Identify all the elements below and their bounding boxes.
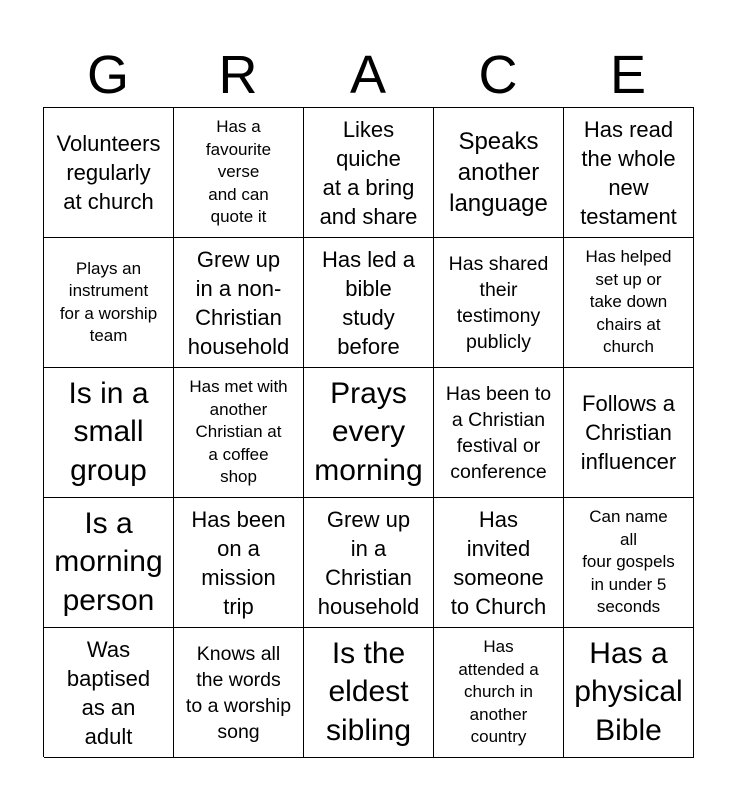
bingo-cell[interactable]	[434, 108, 564, 238]
header-letter-a: A	[349, 45, 387, 105]
bingo-cell[interactable]	[44, 498, 174, 628]
cell-text: Has read the whole new testament	[580, 116, 677, 229]
header-letter-c: C	[478, 45, 518, 105]
cell-text: Prays every morning	[314, 376, 423, 487]
bingo-cell[interactable]	[434, 498, 564, 628]
bingo-cell[interactable]	[434, 238, 564, 368]
cell-text: Has a favourite verse and can quote it	[205, 117, 272, 227]
cell-text: Has invited someone to Church	[450, 506, 547, 619]
bingo-cell[interactable]	[44, 238, 174, 368]
bingo-cell[interactable]	[174, 498, 304, 628]
cell-text: Has been to a Christian festival or conference	[445, 382, 552, 483]
cell-text: Likes quiche at a bring and share	[319, 116, 418, 229]
bingo-cell[interactable]	[564, 498, 694, 628]
bingo-cell[interactable]	[434, 368, 564, 498]
bingo-cell[interactable]	[174, 628, 304, 758]
cell-text: Knows all the words to a worship song	[185, 642, 292, 743]
bingo-cell[interactable]	[304, 498, 434, 628]
cell-text: Grew up in a Christian household	[317, 506, 420, 619]
bingo-cell[interactable]	[434, 628, 564, 758]
cell-text: Can name all four gospels in under 5 seconds	[582, 507, 675, 617]
bingo-cell[interactable]	[174, 108, 304, 238]
cell-text: Has led a bible study before	[322, 246, 415, 359]
bingo-cell[interactable]	[304, 368, 434, 498]
cell-text: Is a morning person	[54, 506, 163, 617]
cell-text: Was baptised as an adult	[66, 636, 151, 749]
bingo-cell[interactable]	[174, 238, 304, 368]
header-letter-g: G	[86, 45, 129, 105]
bingo-cell[interactable]	[44, 108, 174, 238]
bingo-cell[interactable]	[174, 368, 304, 498]
cell-text: Has shared their testimony publicly	[448, 252, 549, 353]
bingo-cell[interactable]	[44, 368, 174, 498]
bingo-cell[interactable]	[564, 108, 694, 238]
cell-text: Has been on a mission trip	[191, 506, 286, 619]
bingo-cell[interactable]	[304, 108, 434, 238]
cell-text: Follows a Christian influencer	[580, 391, 677, 474]
cell-text: Has met with another Christian at a coffee shop	[189, 377, 288, 487]
bingo-cell[interactable]	[44, 628, 174, 758]
bingo-cell[interactable]	[564, 238, 694, 368]
bingo-board	[43, 107, 694, 757]
cell-text: Grew up in a non- Christian household	[187, 246, 290, 359]
cell-text: Is in a small group	[68, 376, 149, 487]
cell-text: Is the eldest sibling	[325, 636, 412, 747]
cell-text: Plays an instrument for a worship team	[59, 258, 158, 345]
cell-text: Has attended a church in another country	[458, 637, 539, 747]
cell-text: Has a physical Bible	[574, 636, 683, 747]
bingo-cell[interactable]	[564, 368, 694, 498]
bingo-header	[43, 44, 693, 106]
cell-text: Has helped set up or take down chairs at church	[585, 247, 672, 357]
header-letter-r: R	[218, 45, 258, 105]
cell-text: Speaks another language	[449, 128, 548, 217]
bingo-cell[interactable]	[304, 238, 434, 368]
cell-text: Volunteers regularly at church	[56, 131, 161, 214]
header-letter-e: E	[609, 45, 647, 105]
bingo-cell[interactable]	[304, 628, 434, 758]
bingo-cell[interactable]	[564, 628, 694, 758]
